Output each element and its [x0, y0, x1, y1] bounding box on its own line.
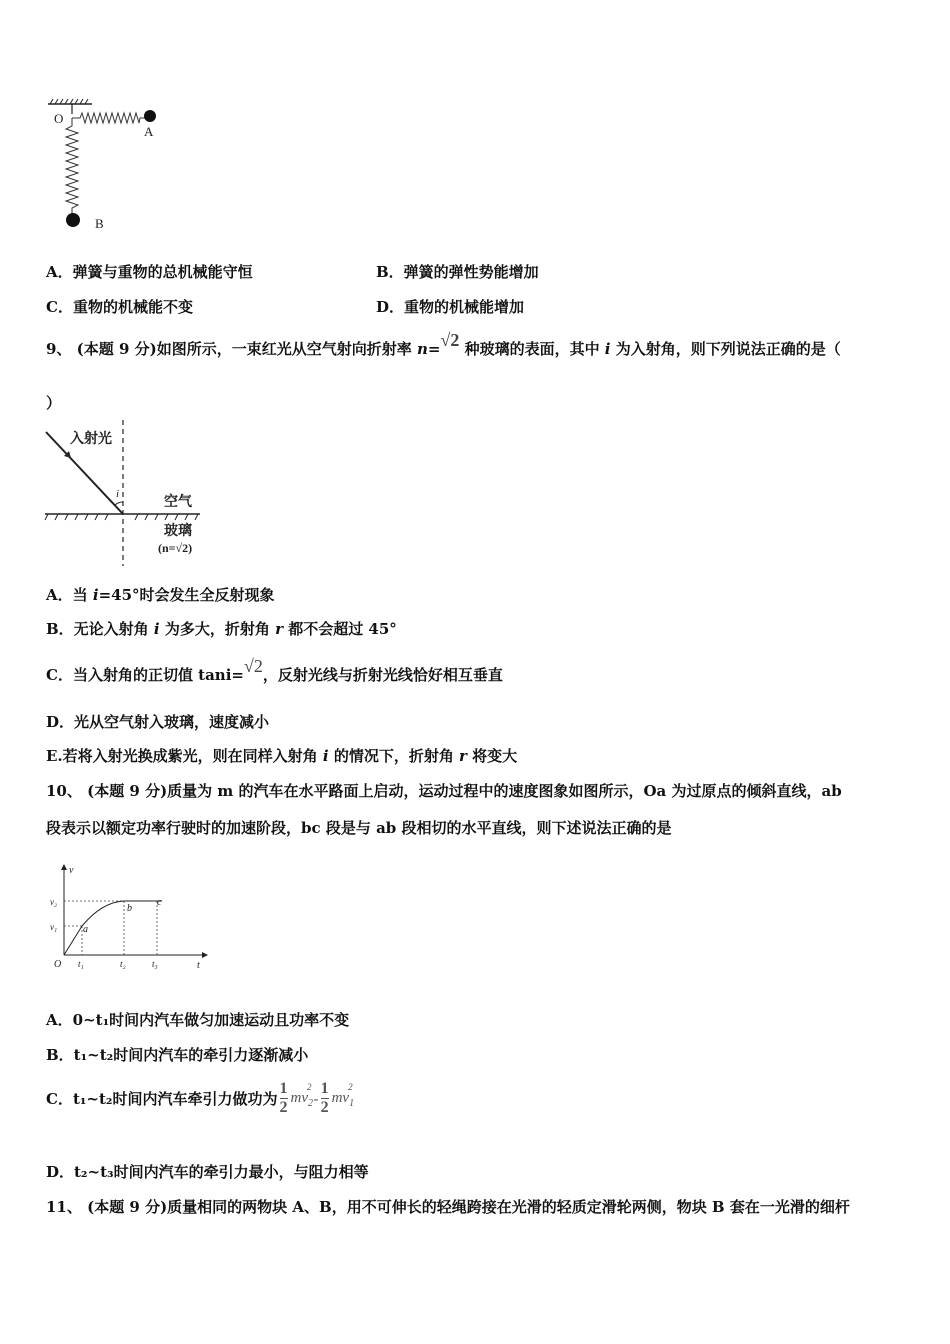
label-t1: t₁: [78, 959, 84, 969]
label-a: A: [144, 124, 154, 139]
q9-option-e: E.若将入射光换成紫光，则在同样入射角 i 的情况下，折射角 r 将变大: [46, 747, 518, 765]
label-glass: 玻璃: [164, 524, 192, 539]
label-o: O: [54, 111, 64, 126]
term-mv1: $mv_1^2$: [331, 1082, 355, 1109]
q9-option-c: C．当入射角的正切值 tani=√2，反射光线与折射光线恰好相互垂直: [46, 656, 503, 684]
q10-option-b: B．t₁~t₂时间内汽车的牵引力逐渐减小: [46, 1046, 309, 1064]
q10-stem-line2: 段表示以额定功率行驶时的加速阶段，bc 段是与 ab 段相切的水平直线，则下述说法正确的是: [46, 819, 672, 837]
label-b: B: [95, 216, 104, 231]
label-t: t: [197, 960, 200, 971]
q8-option-d: D．重物的机械能增加: [376, 298, 525, 316]
q10-option-a: A．0~t₁时间内汽车做匀加速运动且功率不变: [46, 1011, 350, 1029]
label-incident: 入射光: [70, 432, 112, 447]
fraction-half-1: $\frac{1}{2}$: [279, 1080, 288, 1116]
q8-option-a: A．弹簧与重物的总机械能守恒: [46, 263, 253, 281]
label-t2: t₂: [120, 959, 126, 969]
refraction-figure: [40, 418, 220, 568]
label-i: i: [116, 488, 120, 500]
q8-option-c: C．重物的机械能不变: [46, 298, 193, 316]
q10-stem-line1: 10、 (本题 9 分)质量为 m 的汽车在水平路面上启动，运动过程中的速度图象如图所示，Oa 为过原点的倾斜直线，ab: [46, 782, 842, 800]
label-v: v: [69, 865, 74, 876]
term-mv2: $mv_2^2$: [290, 1082, 314, 1109]
q9-option-a: A．当 i=45°时会发生全反射现象: [46, 586, 275, 604]
sqrt2-c: √2: [244, 656, 263, 676]
label-b: b: [127, 903, 132, 914]
q11-stem: 11、 (本题 9 分)质量相同的两物块 A、B，用不可伸长的轻绳跨接在光滑的轻质定滑轮两侧，物块 B 套在一光滑的细杆: [46, 1198, 850, 1216]
label-c: c: [157, 897, 162, 908]
q8-option-b: B．弹簧的弹性势能增加: [376, 263, 539, 281]
velocity-time-graph: [44, 860, 214, 975]
label-v2: v₂: [50, 897, 58, 907]
ball-b: [66, 213, 80, 227]
sqrt2-n: √2: [440, 330, 460, 350]
q10-option-c: C．t₁~t₂时间内汽车牵引力做功为 $\frac{1}{2}$ $mv_2^2$ - $\frac{1}{2}$ $mv_1^2$: [46, 1080, 355, 1116]
spring-figure: [40, 96, 180, 236]
q9-option-b: B．无论入射角 i 为多大，折射角 r 都不会超过 45°: [46, 620, 397, 638]
q9-stem-close: ）: [46, 394, 62, 412]
label-n-note: (n=√2): [158, 541, 193, 555]
ball-a: [144, 110, 156, 122]
label-v1: v₁: [50, 922, 58, 932]
label-a: a: [83, 924, 88, 935]
q9-option-d: D．光从空气射入玻璃，速度减小: [46, 713, 270, 731]
fraction-half-2: $\frac{1}{2}$: [320, 1080, 329, 1116]
q9-stem: 9、 (本题 9 分)如图所示，一束红光从空气射向折射率 n=√2 种玻璃的表面，其中 i 为入射角，则下列说法正确的是（: [46, 330, 841, 358]
label-t3: t₃: [152, 959, 158, 969]
label-o: O: [54, 959, 62, 970]
q10-option-d: D．t₂~t₃时间内汽车的牵引力最小，与阻力相等: [46, 1163, 369, 1181]
label-air: 空气: [164, 495, 192, 510]
